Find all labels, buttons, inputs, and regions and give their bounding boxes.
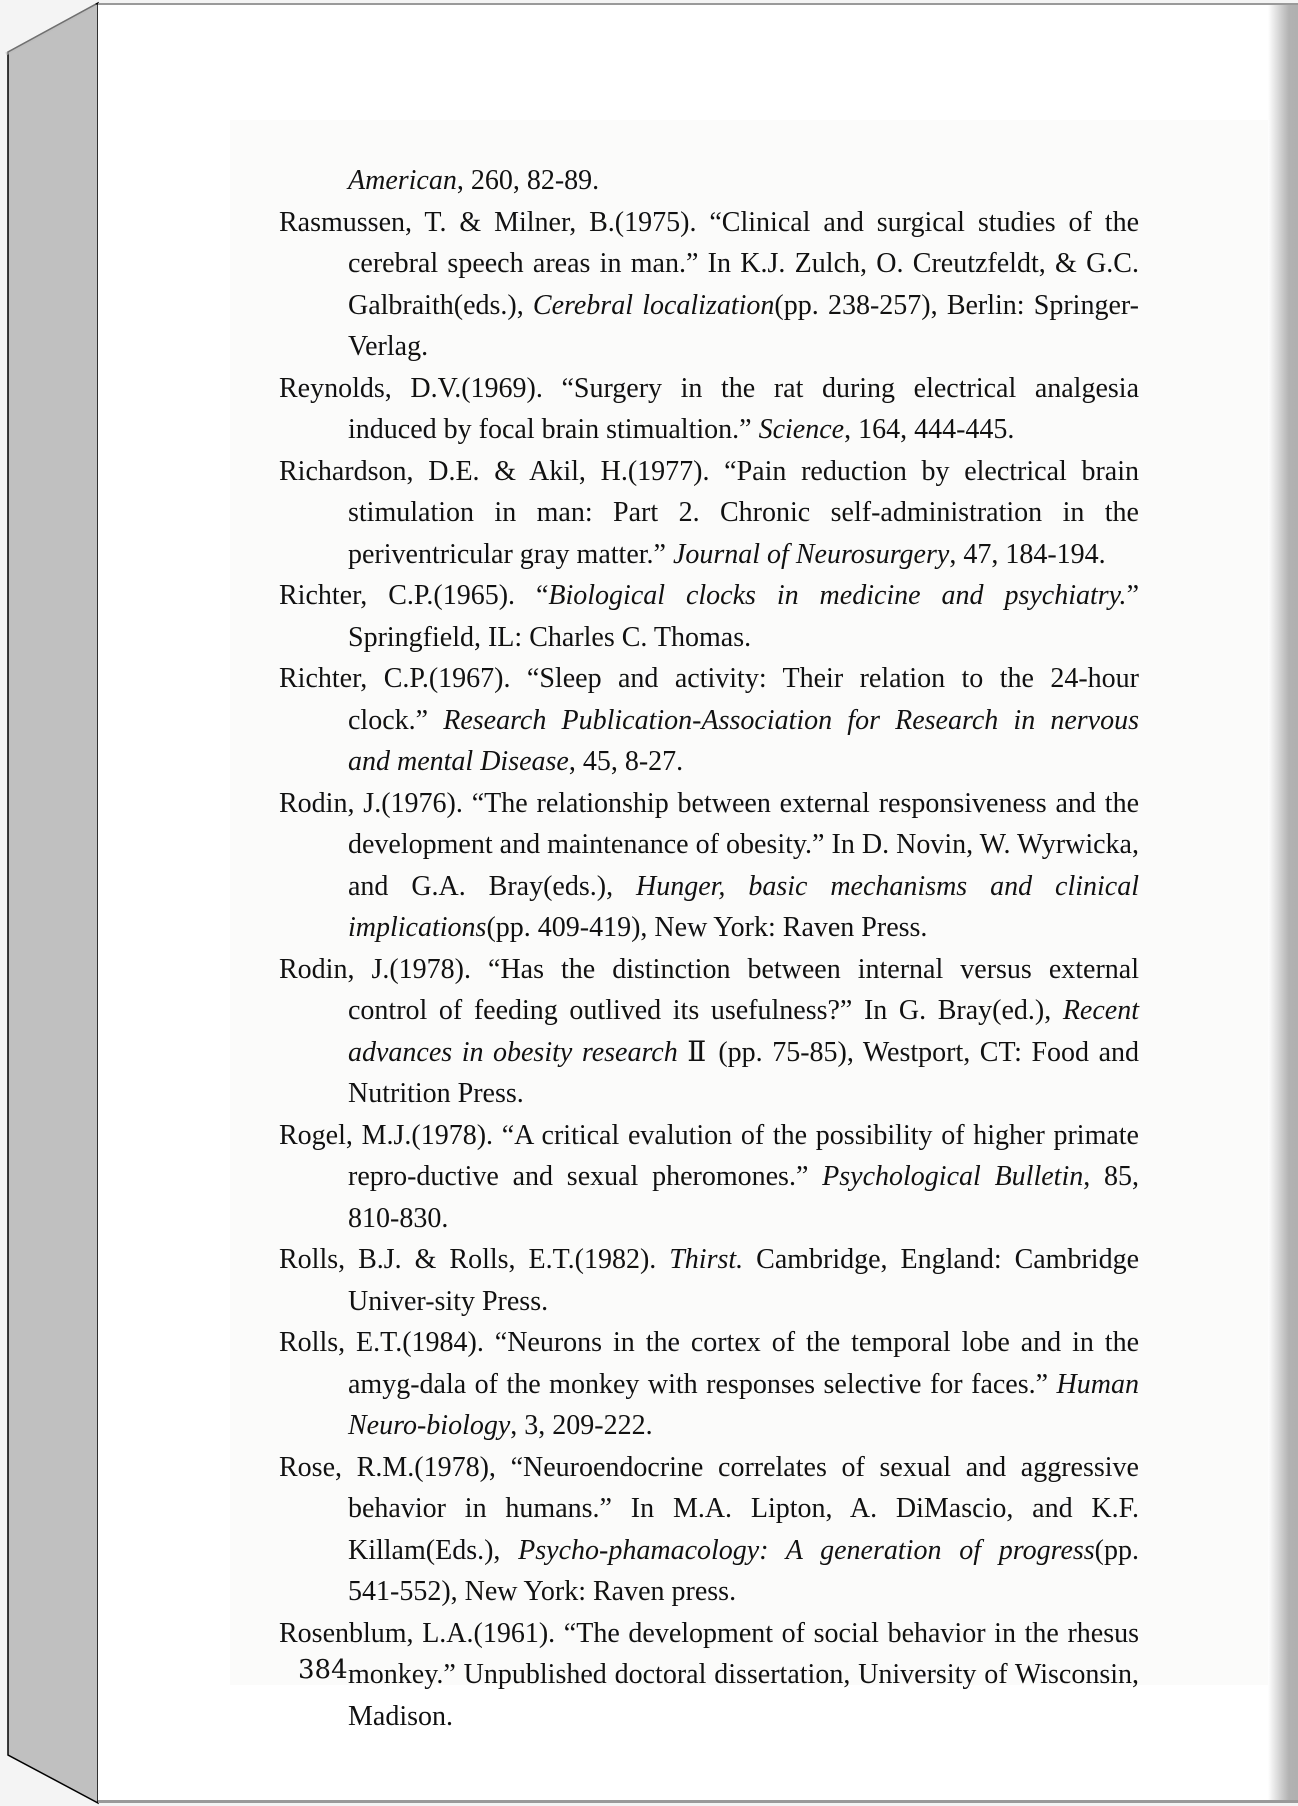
ref-text: , 164, 444-445. — [844, 414, 1015, 445]
ref-italic: Recent advances in obesity research — [348, 995, 1139, 1068]
ref-italic: Psycho-phamacology: A generation of progress — [518, 1534, 1095, 1566]
ref-text: (pp. 238-257), Berlin: Springer-Verlag. — [348, 289, 1139, 362]
ref-text: Rolls, B.J. & Rolls, E.T.(1982). — [279, 1244, 670, 1275]
reference-list — [279, 160, 1139, 1737]
ref-text: Rodin, J.(1976). “The relationship between external responsiveness and the development and maintenance of obesity.” In D. Novin, W. Wyrwicka, and G.A. Bray(eds.), — [279, 787, 1139, 902]
reference-entry — [279, 1447, 1139, 1613]
ref-text: , 47, 184-194. — [949, 538, 1106, 570]
ref-italic: Journal of Neurosurgery — [672, 538, 950, 570]
ref-italic: Research Publication-Association for Research in nervous and mental Disease — [348, 704, 1139, 777]
ref-text: ” Springfield, IL: Charles C. Thomas. — [348, 580, 1139, 653]
reference-entry — [279, 202, 1139, 368]
ref-italic: Hunger, basic mechanisms and clinical implications — [348, 870, 1139, 943]
book-spine — [0, 0, 100, 1806]
ref-italic: Science — [758, 414, 845, 445]
ref-italic: Human Neuro-biology — [348, 1368, 1139, 1441]
ref-text: (pp. 409-419), New York: Raven Press. — [486, 912, 928, 943]
ref-text: Rosenblum, L.A.(1961). “The development of social behavior in the rhesus monkey.” Unpublished doctoral dissertation, University of Wisconsin, Madison. — [279, 1617, 1139, 1732]
ref-text: Cambridge, England: Cambridge Univer-sity Press. — [348, 1244, 1139, 1317]
reference-entry — [279, 451, 1139, 576]
ref-text: Rolls, E.T.(1984). “Neurons in the cortex of the temporal lobe and in the amyg-dala of the monkey with responses selective for faces.” — [279, 1327, 1139, 1400]
ref-italic: Psychological Bulletin — [822, 1161, 1084, 1192]
ref-text: Richter, C.P.(1967). “Sleep and activity: Their relation to the 24-hour clock.” — [279, 663, 1139, 736]
ref-text: , 260, 82-89. — [456, 165, 600, 196]
ref-text: Reynolds, D.V.(1969). “Surgery in the rat during electrical analgesia induced by focal brain stimualtion.” — [279, 372, 1139, 445]
ref-text: Ⅱ (pp. 75-85), Westport, CT: Food and Nutrition Press. — [348, 1036, 1139, 1109]
ref-text: Richter, C.P.(1965). “ — [279, 580, 549, 611]
reference-entry — [279, 1613, 1139, 1738]
reference-entry — [279, 783, 1139, 949]
page-edge-shadow — [1268, 5, 1298, 1800]
ref-text: Richardson, D.E. & Akil, H.(1977). “Pain reduction by electrical brain stimulation in man: Part 2. Chronic self-administration in the periventricular gray matter.” — [279, 455, 1139, 570]
reference-continuation — [279, 160, 1139, 202]
reference-entry — [279, 658, 1139, 783]
ref-text: (pp. 541-552), New York: Raven press. — [348, 1534, 1139, 1607]
reference-entry — [279, 368, 1139, 451]
reference-entry — [279, 1239, 1139, 1322]
ref-italic: Thirst. — [669, 1244, 744, 1275]
ref-text: , 45, 8-27. — [568, 746, 684, 777]
ref-italic: Cerebral localization — [532, 289, 775, 321]
ref-text: Rodin, J.(1978). “Has the distinction between internal versus external control of feeding outlived its usefulness?” In G. Bray(ed.), — [279, 953, 1139, 1026]
ref-text: , 3, 209-222. — [510, 1410, 653, 1441]
book-page — [98, 3, 1298, 1803]
ref-italic: Biological clocks in medicine and psychiatry. — [548, 580, 1127, 611]
ref-italic: American — [348, 165, 457, 196]
ref-text: Rose, R.M.(1978), “Neuroendocrine correlates of sexual and aggressive behavior in humans.” In M.A. Lipton, A. DiMascio, and K.F. Killam(Eds.), — [279, 1451, 1139, 1566]
reference-entry — [279, 1115, 1139, 1240]
reference-entry — [279, 575, 1139, 658]
ref-text: Rasmussen, T. & Milner, B.(1975). “Clinical and surgical studies of the cerebral speech areas in man.” In K.J. Zulch, O. Creutzfeldt, & G.C. Galbraith(eds.), — [279, 206, 1139, 321]
page-number: 384 — [298, 1655, 348, 1685]
ref-text: Rogel, M.J.(1978). “A critical evalution of the possibility of higher primate repro-ductive and sexual pheromones.” — [279, 1119, 1139, 1192]
reference-entry — [279, 1322, 1139, 1447]
reference-entry — [279, 949, 1139, 1115]
ref-text: , 85, 810-830. — [348, 1161, 1139, 1234]
